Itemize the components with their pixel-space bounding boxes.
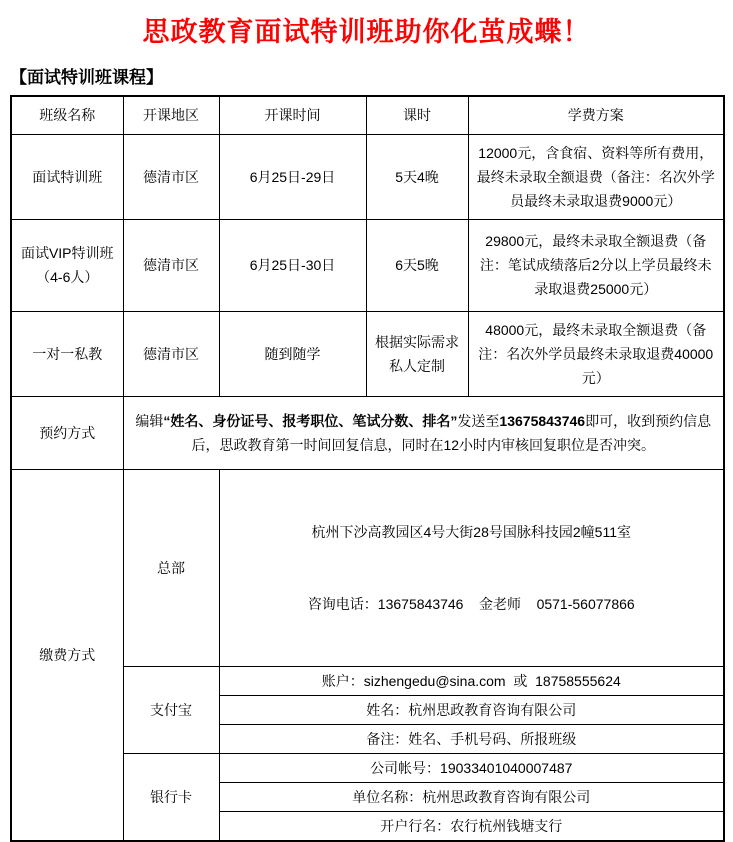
table-row — [11, 219, 724, 311]
payment-hq-row — [11, 469, 724, 666]
table-row — [11, 311, 724, 396]
course-location: 德清市区 — [123, 311, 219, 396]
booking-required-fields: “姓名、身份证号、报考职位、笔试分数、排名” — [163, 412, 458, 429]
booking-label: 预约方式 — [11, 396, 123, 469]
header-duration: 课时 — [366, 96, 468, 134]
course-location: 德清市区 — [123, 219, 219, 311]
course-fee: 48000元，最终未录取全额退费（备注：名次外学员最终未录取退费40000元） — [468, 311, 724, 396]
course-time: 6月25日-30日 — [219, 219, 366, 311]
bank-branch-name: 开户行名：农行杭州钱塘支行 — [219, 811, 724, 841]
course-time: 6月25日-29日 — [219, 134, 366, 219]
bank-company-name: 单位名称：杭州思政教育咨询有限公司 — [219, 782, 724, 811]
course-duration: 5天4晚 — [366, 134, 468, 219]
booking-phone-number: 13675843746 — [499, 412, 586, 429]
payment-alipay-label: 支付宝 — [123, 666, 219, 753]
course-name: 一对一私教 — [11, 311, 123, 396]
course-time: 随到随学 — [219, 311, 366, 396]
payment-bank-label: 银行卡 — [123, 753, 219, 841]
booking-text-suffix: 即可，收到预约信息后，思政教育第一时间回复信息，同时在12小时内审核回复职位是否冲突。 — [191, 412, 712, 453]
bank-account-number: 公司帐号：19033401040007487 — [219, 753, 724, 782]
booking-text-prefix: 编辑 — [135, 412, 164, 429]
header-class-name: 班级名称 — [11, 96, 123, 134]
course-location: 德清市区 — [123, 134, 219, 219]
table-header-row — [11, 96, 724, 134]
header-location: 开课地区 — [123, 96, 219, 134]
booking-row — [11, 396, 724, 469]
course-duration: 根据实际需求私人定制 — [366, 311, 468, 396]
table-row — [11, 134, 724, 219]
header-fee-plan: 学费方案 — [468, 96, 724, 134]
alipay-account: 账户：sizhengedu@sina.com 或 18758555624 — [219, 666, 724, 695]
section-header: 【面试特训班课程】 — [10, 68, 163, 87]
course-duration: 6天5晚 — [366, 219, 468, 311]
alipay-note: 备注：姓名、手机号码、所报班级 — [219, 724, 724, 753]
hq-phone-line: 咨询电话：13675843746 金老师 0571-56077866 — [307, 595, 635, 612]
course-name: 面试特训班 — [11, 134, 123, 219]
course-fee: 29800元，最终未录取全额退费（备注：笔试成绩落后2分以上学员最终未录取退费25000元） — [468, 219, 724, 311]
alipay-name: 姓名：杭州思政教育咨询有限公司 — [219, 695, 724, 724]
course-fee: 12000元，含食宿、资料等所有费用，最终未录取全额退费（备注：名次外学员最终未录取退费9000元） — [468, 134, 724, 219]
course-table — [10, 95, 725, 842]
hq-address: 杭州下沙高教园区4号大街28号国脉科技园2幢511室 — [311, 523, 631, 540]
payment-hq-label: 总部 — [123, 469, 219, 666]
header-time: 开课时间 — [219, 96, 366, 134]
course-name: 面试VIP特训班（4-6人） — [11, 219, 123, 311]
page-title: 思政教育面试特训班助你化茧成蝶！ — [142, 17, 591, 47]
payment-hq-details — [219, 469, 724, 666]
booking-method-text — [123, 396, 724, 469]
booking-text-middle: 发送至 — [457, 412, 500, 429]
payment-label: 缴费方式 — [11, 469, 123, 841]
